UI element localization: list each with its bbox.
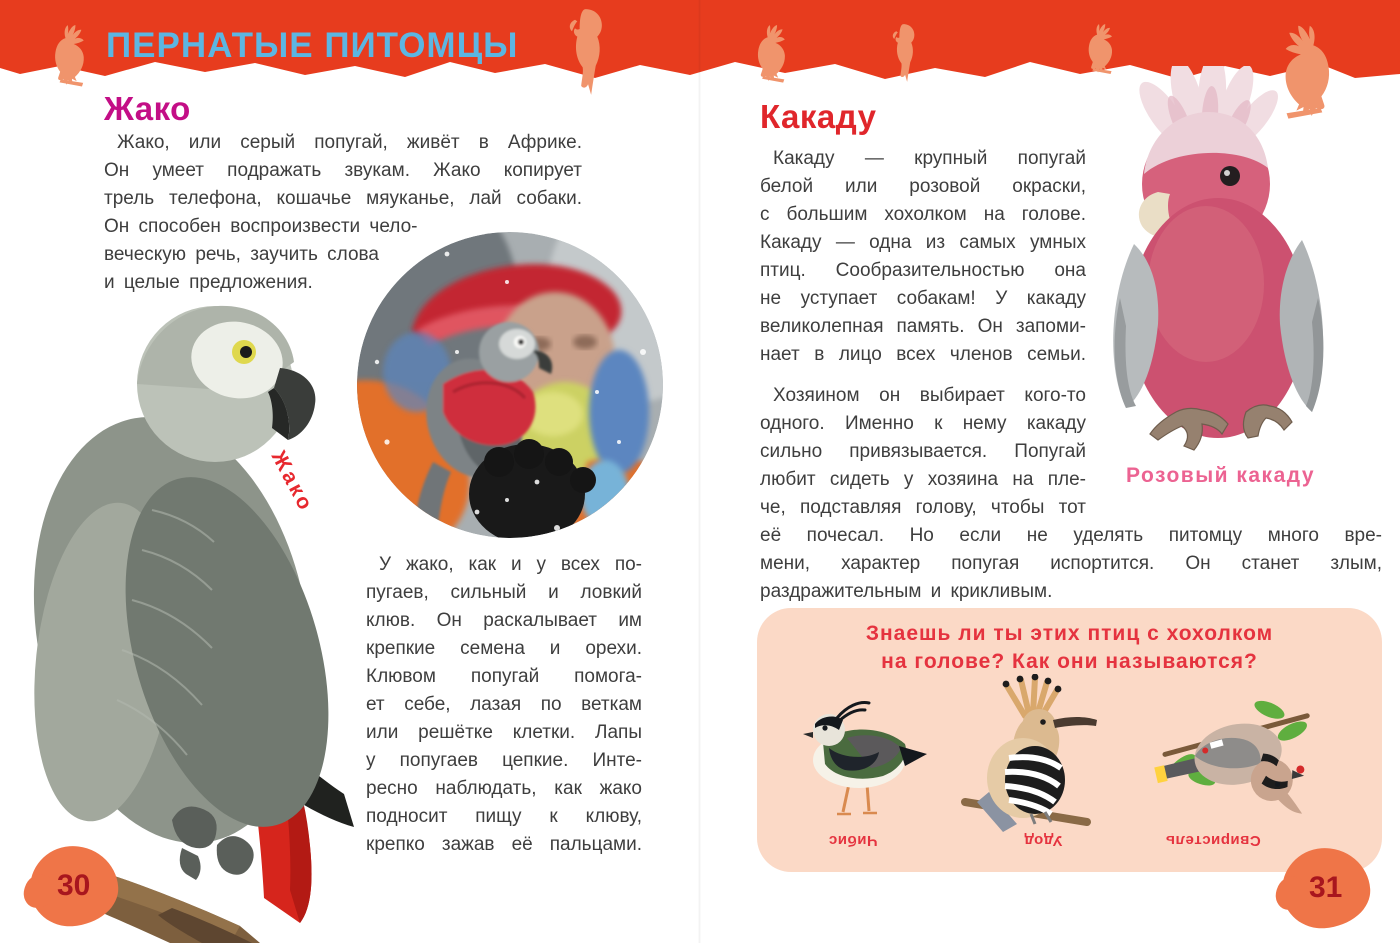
- text-line: Какаду — крупный попугай: [773, 148, 1086, 169]
- cockatoo-silhouette-icon: [742, 24, 800, 86]
- quiz-answer-lapwing: Чибис: [828, 832, 878, 849]
- text-line: У жако, как и у всех по-: [379, 554, 642, 575]
- pink-cockatoo-photo: [1106, 66, 1336, 466]
- text-line: подносит пищу к клюву,: [366, 806, 642, 827]
- quiz-question-line1: Знаешь ли ты этих птиц с хохолком: [865, 622, 1274, 645]
- page-number: 30: [57, 869, 91, 902]
- parrot-silhouette-icon: [884, 22, 922, 84]
- cockatoo-silhouette-icon: [38, 24, 100, 90]
- text-line: и целые предложения.: [104, 272, 313, 293]
- page-fold-shadow: [698, 0, 701, 943]
- text-line: нает в лицо всех членов семьи.: [760, 344, 1086, 365]
- text-line: крепкие семена и орехи.: [366, 638, 642, 659]
- lapwing-illustration: [787, 696, 935, 826]
- text-line: ресно наблюдать, как жако: [366, 778, 642, 799]
- grey-parrot-caption: Жако: [266, 447, 318, 517]
- text-line: Хозяином он выбирает кого-то: [773, 385, 1086, 406]
- text-line: великолепная память. Он запоми-: [760, 316, 1086, 337]
- text-line: любит сидеть у хозяина на пле-: [760, 469, 1086, 490]
- text-line: белой или розовой окраски,: [760, 176, 1086, 197]
- hoopoe-illustration: [947, 674, 1103, 838]
- text-line: у попугаев цепкие. Инте-: [366, 750, 642, 771]
- text-line: одного. Именно к нему какаду: [760, 413, 1086, 434]
- parrot-silhouette-icon: [556, 6, 614, 98]
- text-line: птиц. Сообразительностью она: [760, 260, 1086, 281]
- zhako-paragraph-1-wrap: [104, 213, 434, 297]
- quiz-answer-waxwing: Свиристель: [1165, 832, 1261, 849]
- pink-cockatoo-caption: Розовый какаду: [1126, 464, 1316, 487]
- cockatoo-silhouette-icon: [1076, 22, 1124, 78]
- page-number: 31: [1309, 871, 1343, 904]
- text-line: веческую речь, заучить слова: [104, 244, 379, 265]
- text-line: мени, характер попугая испортится. Он станет злым,: [760, 553, 1382, 574]
- quiz-question-line2: на голове? Как они называются?: [881, 650, 1258, 673]
- text-line: Он способен воспроизвести чело-: [104, 216, 418, 237]
- quiz-box: [757, 608, 1382, 872]
- page-title: ПЕРНАТЫЕ ПИТОМЦЫ: [106, 26, 519, 65]
- text-line: крепко зажав её пальцами.: [366, 834, 642, 855]
- text-line: Какаду — одна из самых умных: [760, 232, 1086, 253]
- text-line: трель телефона, кошачье мяуканье, лай собаки.: [104, 188, 582, 209]
- kakadu-paragraph-2-narrow: [760, 382, 1086, 522]
- text-line: сильно привязывается. Попугай: [760, 441, 1086, 462]
- text-line: клюв. Он раскалывает им: [366, 610, 642, 631]
- waxwing-illustration: [1145, 688, 1323, 824]
- zhako-paragraph-1: [104, 129, 582, 213]
- text-line: Клювом попугай помога-: [366, 666, 642, 687]
- left-page-heading: Жако: [104, 90, 191, 127]
- kakadu-paragraph-2-wide: [760, 522, 1382, 606]
- text-line: или решётке клетки. Лапы: [366, 722, 642, 743]
- zhako-paragraph-2: [366, 551, 642, 859]
- text-line: ет себе, лазая по веткам: [366, 694, 642, 715]
- cockatoo-silhouette-icon: [1262, 24, 1354, 124]
- text-line: с большим хохолком на голове.: [760, 204, 1086, 225]
- text-line: пугаев, сильный и ловкий: [366, 582, 642, 603]
- right-page-heading: Какаду: [760, 98, 877, 135]
- text-line: раздражительным и крикливым.: [760, 581, 1053, 602]
- text-line: не уступает собакам! У какаду: [760, 288, 1086, 309]
- text-line: че, подставляя голову, чтобы тот: [760, 497, 1086, 518]
- quiz-answer-hoopoe: Удод: [1023, 832, 1063, 849]
- text-line: Он умеет подражать звукам. Жако копирует: [104, 160, 582, 181]
- kakadu-paragraph-1: [760, 145, 1086, 369]
- text-line: Жако, или серый попугай, живёт в Африке.: [117, 132, 582, 153]
- man-with-parrot-photo: [357, 232, 663, 538]
- text-line: её почесал. Но если не уделять питомцу много вре-: [760, 525, 1382, 546]
